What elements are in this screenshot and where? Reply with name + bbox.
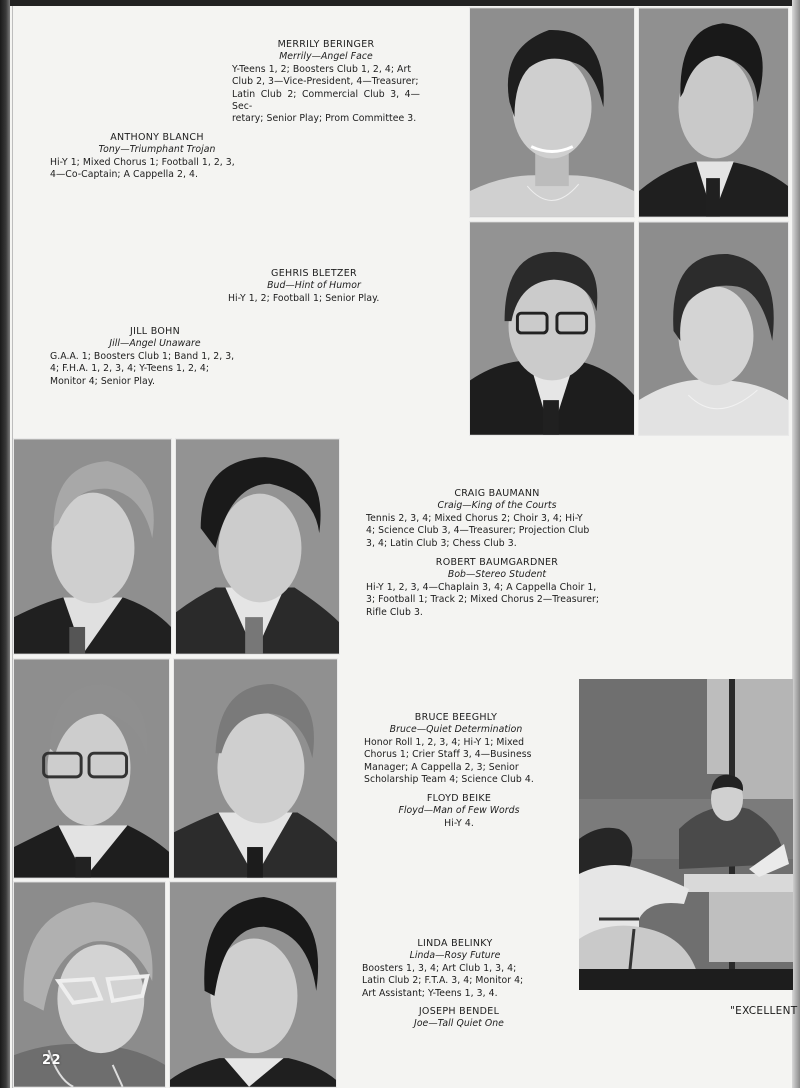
- portrait-girl-icon: [470, 8, 634, 217]
- senior-entry-floyd-beike: [384, 793, 534, 830]
- senior-name: GEHRIS BLETZER: [271, 268, 357, 279]
- book-spine: [0, 0, 10, 1088]
- senior-name: ANTHONY BLANCH: [110, 132, 204, 143]
- portrait-floyd-beike: [173, 658, 338, 879]
- senior-nickname: Bruce—Quiet Determination: [389, 724, 523, 736]
- portrait-craig-baumann: [13, 438, 172, 655]
- senior-name: JOSEPH BENDEL: [418, 1006, 500, 1017]
- senior-entry-anthony-blanch: [50, 132, 264, 182]
- senior-entry-jill-bohn: [50, 326, 260, 388]
- senior-name: JILL BOHN: [130, 326, 180, 337]
- senior-activities: Hi-Y 1; Mixed Chorus 1; Football 1, 2, 3, 4—Co-Captain; A Cappella 2, 4.: [50, 156, 235, 181]
- senior-name: MERRILY BERINGER: [277, 39, 375, 50]
- portrait-gehris-bletzer: [469, 221, 635, 436]
- portrait-bruce-beeghly: [13, 658, 170, 879]
- senior-nickname: Craig—King of the Courts: [437, 500, 557, 512]
- senior-nickname: Tony—Triumphant Trojan: [98, 144, 216, 156]
- senior-activities: Hi-Y 1, 2, 3, 4—Chaplain 3, 4; A Cappella Choir 1, 3; Football 1; Track 2; Mixed Chorus 2—Treasurer; Rifle Club 3.: [366, 581, 600, 618]
- portrait-linda-belinky: [13, 881, 166, 1088]
- senior-activities: Tennis 2, 3, 4; Mixed Chorus 2; Choir 3, 4; Hi-Y 4; Science Club 3, 4—Treasurer; Projection Club 3, 4; Latin Club 3; Chess Club 3.: [366, 512, 590, 549]
- senior-nickname: Floyd—Man of Few Words: [398, 805, 520, 817]
- portrait-boy-glasses-icon: [14, 659, 169, 878]
- portrait-robert-baumgardner: [175, 438, 340, 655]
- senior-nickname: Merrily—Angel Face: [279, 51, 373, 63]
- senior-entry-joseph-bendel: [384, 1006, 534, 1031]
- senior-entry-robert-baumgardner: [366, 557, 628, 619]
- portrait-merrily-beringer: [469, 7, 635, 218]
- senior-nickname: Bud—Hint of Humor: [267, 280, 361, 292]
- portrait-girl-icon: [639, 222, 788, 435]
- portrait-anthony-blanch: [638, 7, 789, 218]
- facing-page-edge: [792, 0, 800, 1088]
- senior-name: CRAIG BAUMANN: [454, 488, 540, 499]
- senior-nickname: Joe—Tall Quiet One: [414, 1018, 504, 1030]
- senior-nickname: Jill—Angel Unaware: [109, 338, 201, 350]
- portrait-boy-icon: [14, 439, 171, 654]
- senior-entry-craig-baumann: [366, 488, 628, 550]
- senior-entry-linda-belinky: [362, 938, 548, 1000]
- senior-name: LINDA BELINKY: [417, 938, 493, 949]
- senior-activities: Boosters 1, 3, 4; Art Club 1, 3, 4; Latin Club 2; F.T.A. 3, 4; Monitor 4; Art Assistant; Y-Teens 1, 3, 4.: [362, 962, 524, 999]
- senior-activities: Honor Roll 1, 2, 3, 4; Hi-Y 1; Mixed Chorus 1; Crier Staff 3, 4—Business Manager; A Cappella 2, 3; Senior Scholarship Team 4; Science Club 4.: [364, 736, 534, 786]
- portrait-jill-bohn: [638, 221, 789, 436]
- senior-entry-bruce-beeghly: [364, 712, 548, 786]
- senior-name: ROBERT BAUMGARDNER: [435, 557, 559, 568]
- page-number: 22: [42, 1053, 62, 1068]
- senior-entry-gehris-bletzer: [228, 268, 400, 305]
- candid-scene-icon: [579, 679, 793, 990]
- portrait-boy-icon: [170, 882, 336, 1087]
- portrait-boy-icon: [174, 659, 337, 878]
- senior-activities: G.A.A. 1; Boosters Club 1; Band 1, 2, 3, 4; F.H.A. 1, 2, 3, 4; Y-Teens 1, 2, 4; Monitor 4; Senior Play.: [50, 350, 235, 387]
- candid-photo-conference: [579, 679, 793, 990]
- senior-entry-merrily-beringer: [232, 39, 420, 126]
- senior-activities: Y-Teens 1, 2; Boosters Club 1, 2, 4; Art Club 2, 3—Vice-President, 4—Treasurer; Latin Club 2; Commercial Club 3, 4—Sec- retary; Senior Play; Prom Committee 3.: [232, 63, 420, 125]
- portrait-joseph-bendel: [169, 881, 337, 1088]
- senior-nickname: Bob—Stereo Student: [447, 569, 547, 581]
- portrait-girl-glasses-icon: [14, 882, 165, 1087]
- senior-name: BRUCE BEEGHLY: [414, 712, 498, 723]
- portrait-boy-icon: [176, 439, 339, 654]
- senior-activities: Hi-Y 4.: [444, 817, 474, 829]
- portrait-boy-icon: [639, 8, 788, 217]
- facing-page-caption-fragment: "EXCELLENT: [730, 1005, 798, 1017]
- senior-name: FLOYD BEIKE: [426, 793, 492, 804]
- portrait-boy-glasses-icon: [470, 222, 634, 435]
- senior-activities: Hi-Y 1, 2; Football 1; Senior Play.: [228, 292, 380, 304]
- senior-nickname: Linda—Rosy Future: [409, 950, 501, 962]
